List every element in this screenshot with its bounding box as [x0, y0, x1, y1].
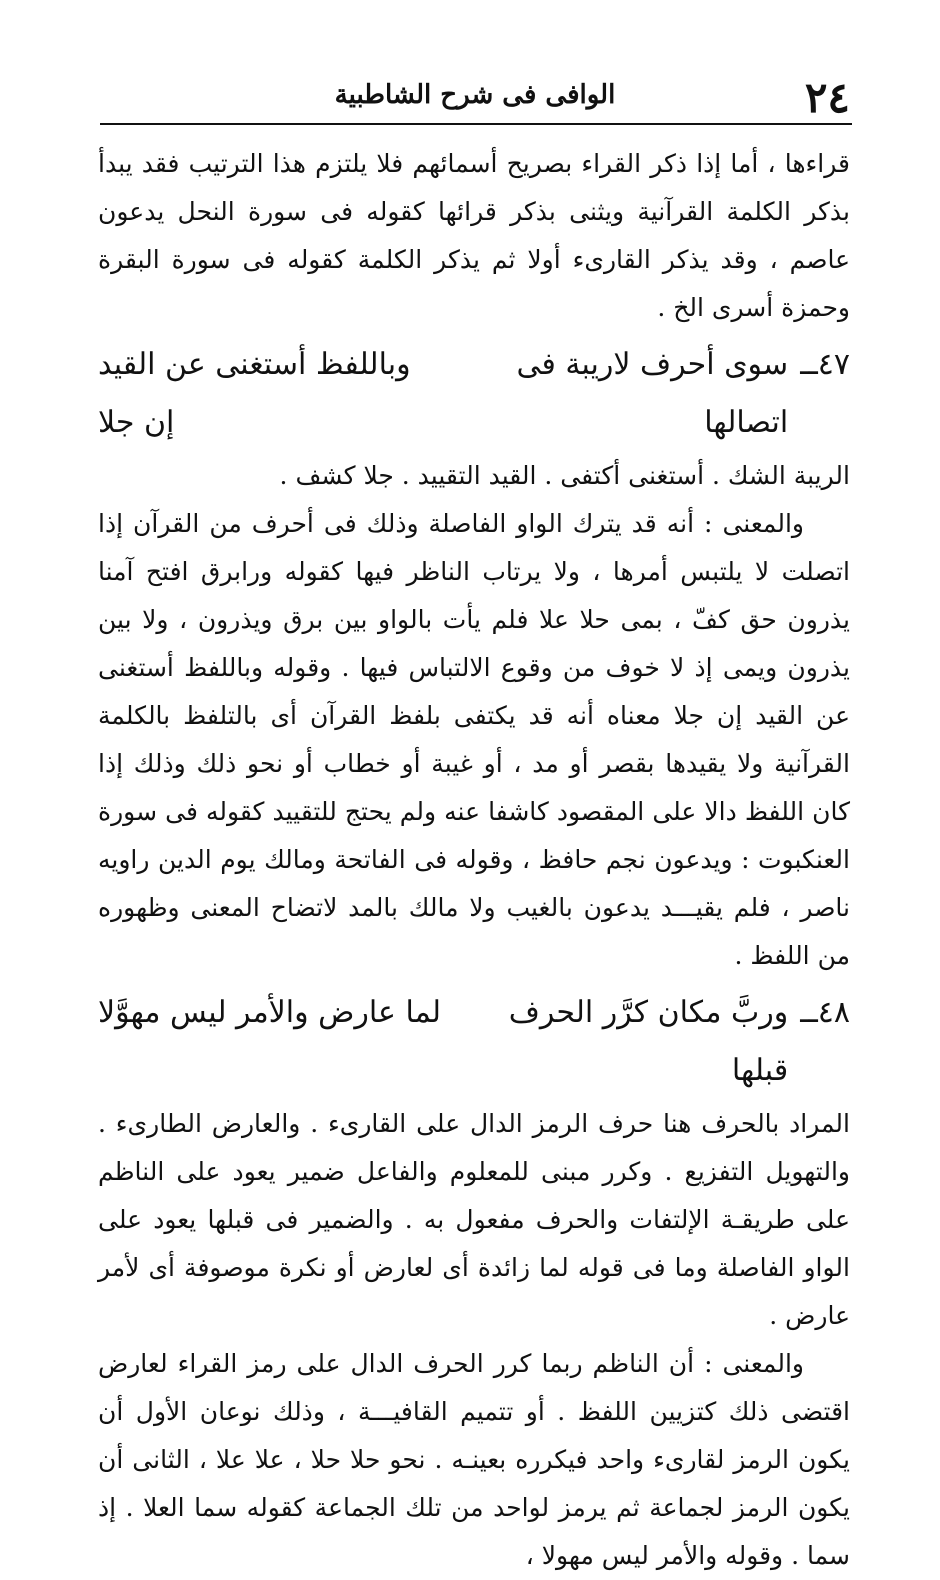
verse-48	[98, 984, 850, 1100]
verse-hemistich-second: وباللفظ أستغنى عن القيد إن جلا	[98, 347, 411, 440]
verse-hemistich-second: لما عارض والأمر ليس مهوَّلا	[98, 995, 442, 1030]
gloss-47: الريبة الشك . أستغنى أكتفى . القيد التقييد . جلا كشف .	[279, 461, 850, 490]
verse-hemistich-first: وربَّ مكان كرَّر الحرف قبلها	[508, 995, 789, 1088]
meaning-48: والمعنى : أن الناظم ربما كرر الحرف الدال على رمز القراء لعارض اقتضى ذلك كتزيين اللفظ . أو تتميم القافيـــة ، وذلك نوعان الأول أن يكون الرمز لقارىء واحد فيكرره بعينـه . نحو حلا حلا ، علا علا ، الثانى أن يكون الرمز لجماعة ثم يرمز لواحد من تلك الجماعة كقوله سما العلا . إذ سما . وقوله والأمر ليس مهولا ،	[98, 1349, 850, 1570]
running-title: الوافى فى شرح الشاطبية	[334, 80, 616, 110]
meaning-47: والمعنى : أنه قد يترك الواو الفاصلة وذلك فى أحرف من القرآن إذا اتصلت لا يلتبس أمرها ، ولا يرتاب الناظر فيها كقوله ورابرق افتح آمنا يذرون حق كفّ ، بمى حلا علا فلم يأت بالواو بين برق ويذرون ، ولا بين يذرون ويمى إذ لا خوف من وقوع الالتباس فيها . وقوله وباللفظ أستغنى عن القيد إن جلا معناه أنه قد يكتفى بلفظ القرآن أى بالتلفظ بالكلمة القرآنية ولا يقيدها بقصر أو مد ، أو غيبة أو خطاب أو نحو ذلك وذلك إذا كان اللفظ دالا على المقصود كاشفا عنه ولم يحتج للتقييد كقوله فى سورة العنكبوت : ويدعون نجم حافظ ، وقوله فى الفاتحة ومالك يوم الدين راويه ناصر ، فلم يقيـــد يدعون بالغيب ولا مالك بالمد لاتضاح المعنى وظهوره من اللفظ .	[98, 509, 850, 970]
verse-number: ٤٨ــ	[800, 995, 850, 1030]
page-body	[98, 140, 850, 1580]
gloss-48: المراد بالحرف هنا حرف الرمز الدال على القارىء . والعارض الطارىء . والتهويل التفزيع . وكرر مبنى للمعلوم والفاعل ضمير يعود على الناظم على طريقـة الإلتفات والحرف مفعول به . والضمير فى قبلها يعود على الواو الفاصلة وما فى قوله لما زائدة أى لعارض أو نكرة موصوفة أى لأمر عارض .	[98, 1109, 850, 1330]
verse-number: ٤٧ــ	[800, 347, 850, 382]
verse-hemistich-first: سوى أحرف لاريبة فى اتصالها	[516, 347, 789, 440]
page-header	[100, 72, 850, 124]
verse-47	[98, 336, 850, 452]
header-rule	[100, 123, 852, 125]
page-number: ٢٤	[804, 73, 850, 122]
paragraph-intro: قراءها ، أما إذا ذكر القراء بصريح أسمائهم فلا يلتزم هذا الترتيب فقد يبدأ بذكر الكلمة القرآنية ويثنى بذكر قرائها كقوله فى سورة النحل يدعون عاصم ، وقد يذكر القارىء أولا ثم يذكر الكلمة كقوله فى سورة البقرة وحمزة أسرى الخ .	[98, 149, 850, 322]
